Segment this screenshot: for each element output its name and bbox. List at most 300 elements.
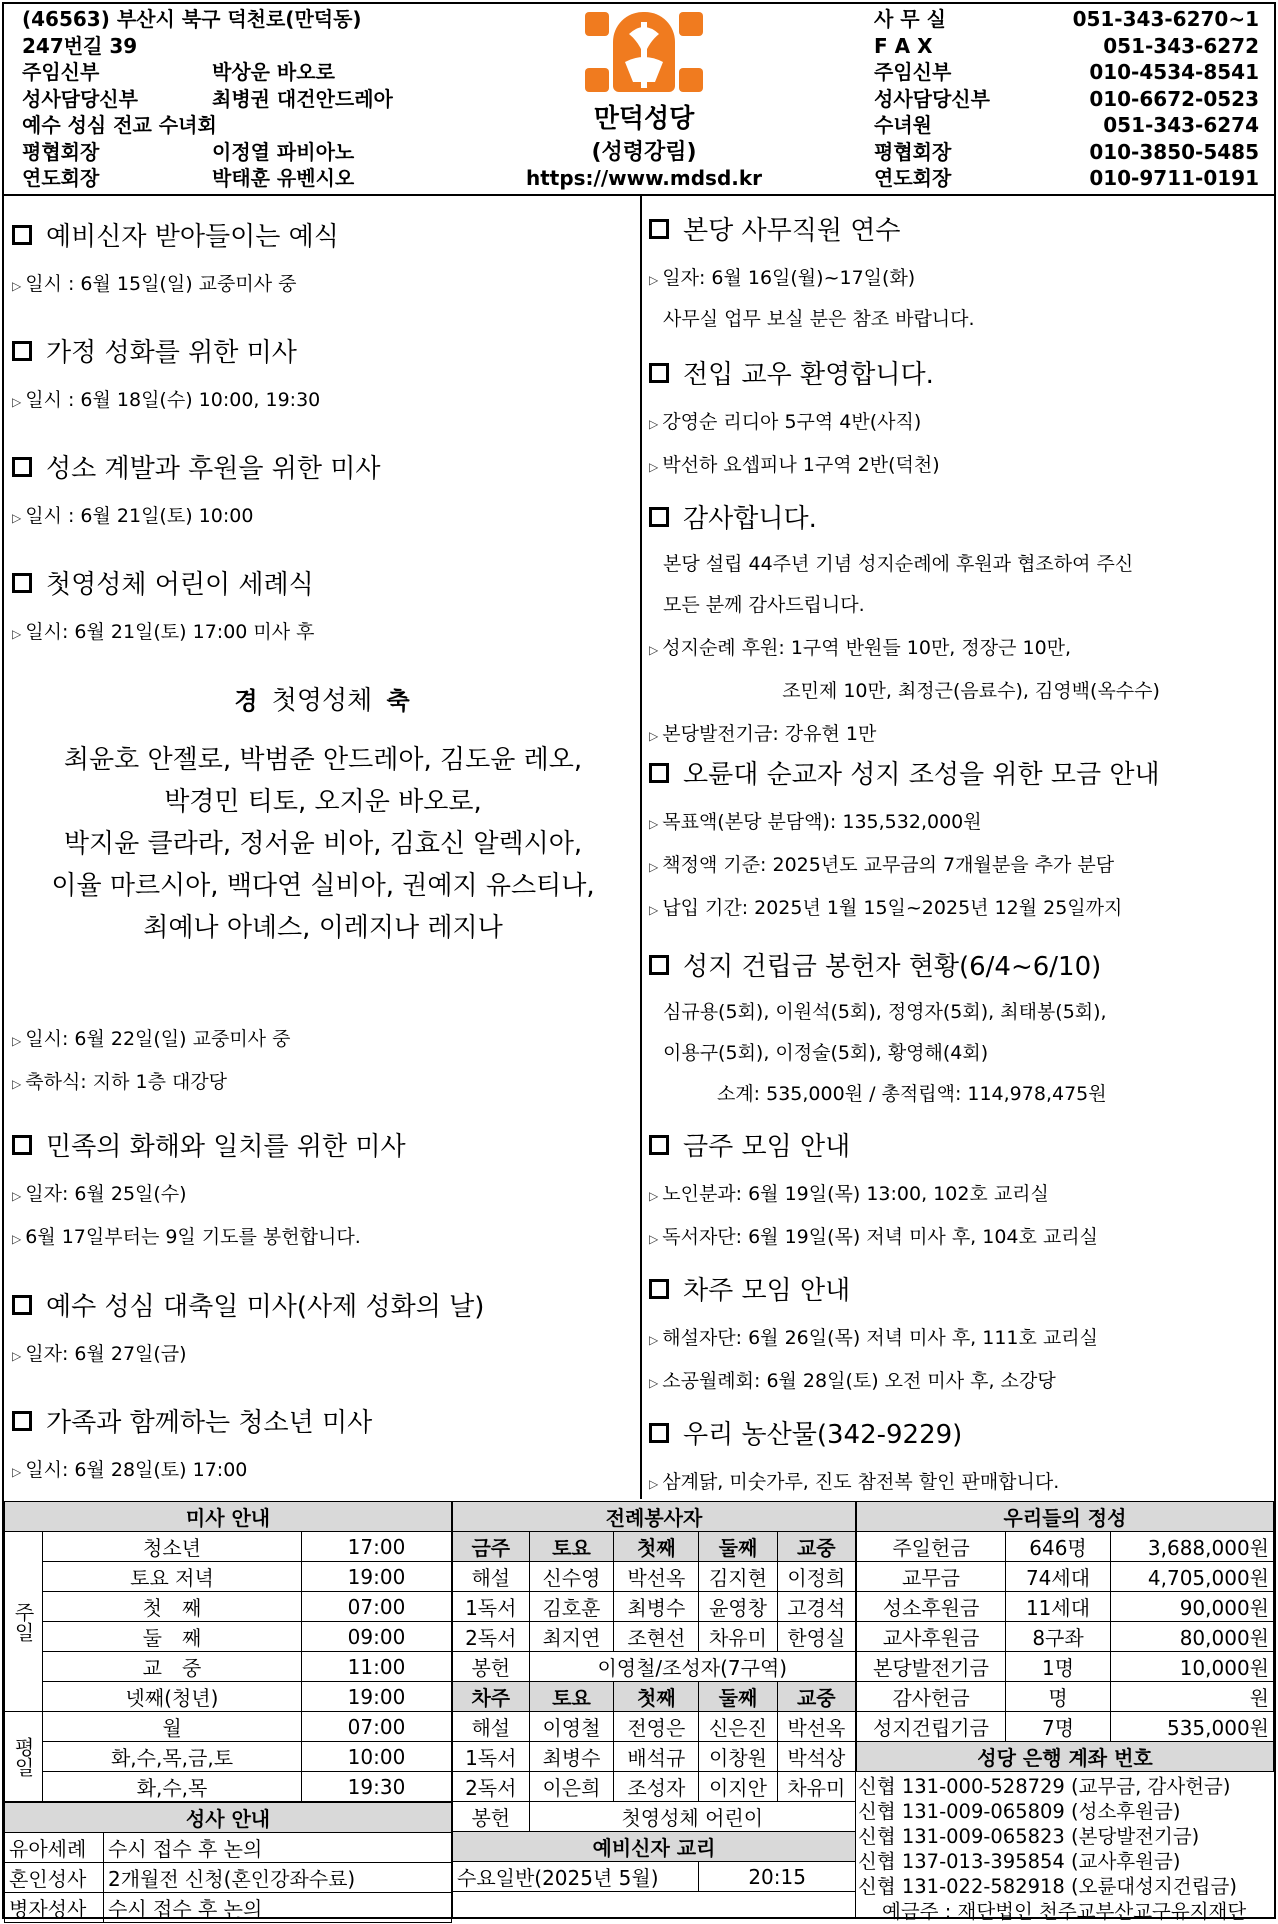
catechumen-class-cell: 수요일반(2025년 5월) <box>453 1862 699 1892</box>
table-row <box>5 1502 452 1532</box>
triangle-bullet-icon: ▷ <box>649 1333 659 1347</box>
header-left-key: 247번길 39 <box>22 33 138 58</box>
liturgy-cell: 해설 <box>453 1562 530 1592</box>
contact-number: 010-4534-8541 <box>1089 60 1259 84</box>
liturgy-cell: 조성자 <box>614 1772 699 1802</box>
header-left-value: 박태훈 유벤시오 <box>212 166 355 190</box>
section-line <box>649 549 1160 576</box>
table-row <box>5 1742 452 1772</box>
checkbox-bullet-icon <box>12 457 32 477</box>
liturgy-cell: 박선옥 <box>777 1712 855 1742</box>
offering-count-cell: 1명 <box>1006 1652 1111 1682</box>
checkbox-bullet-icon <box>649 763 669 783</box>
liturgy-cell: 이창원 <box>699 1742 777 1772</box>
section-line <box>12 501 380 528</box>
liturgy-cell: 첫영성체 어린이 <box>529 1802 855 1832</box>
section-title <box>12 564 315 601</box>
offering-count-cell: 8구좌 <box>1006 1622 1111 1652</box>
mass-name-cell: 교 중 <box>43 1652 302 1682</box>
notice-section <box>12 216 339 296</box>
checkbox-bullet-icon <box>649 363 669 383</box>
section-line <box>649 304 975 331</box>
header-left-key: 예수 성심 전교 수녀회 <box>22 113 217 137</box>
mass-time-cell: 19:00 <box>302 1562 452 1592</box>
section-line <box>649 407 940 434</box>
section-line <box>649 807 1160 834</box>
notice-section <box>649 1414 1059 1494</box>
offering-type-cell: 주일헌금 <box>857 1532 1006 1562</box>
bank-accounts-title: 성당 은행 계좌 번호 <box>857 1742 1274 1772</box>
section-line-text: 일자: 6월 16일(월)~17일(화) <box>662 267 916 289</box>
table-row <box>5 1893 452 1923</box>
section-line <box>12 617 315 644</box>
section-line <box>649 1323 1098 1350</box>
triangle-bullet-icon: ▷ <box>649 729 659 743</box>
section-line <box>12 1222 406 1249</box>
triangle-bullet-icon: ▷ <box>649 1477 659 1491</box>
header-left-row <box>22 86 393 113</box>
liturgy-cell: 교중 <box>777 1532 855 1562</box>
header-contact-row <box>874 33 1259 60</box>
offering-count-cell: 646명 <box>1006 1532 1111 1562</box>
checkbox-bullet-icon <box>649 1423 669 1443</box>
section-title-text: 가족과 함께하는 청소년 미사 <box>46 1408 373 1438</box>
liturgy-cell: 최병수 <box>529 1742 614 1772</box>
section-line <box>12 1455 372 1482</box>
section-line-text: 목표액(본당 분담액): 135,532,000원 <box>662 811 982 833</box>
triangle-bullet-icon: ▷ <box>649 903 659 917</box>
section-title-text: 예수 성심 대축일 미사(사제 성화의 날) <box>46 1292 485 1322</box>
section-title-text: 본당 사무직원 연수 <box>683 216 901 246</box>
triangle-bullet-icon: ▷ <box>12 1232 22 1246</box>
liturgy-cell: 최지연 <box>529 1622 614 1652</box>
bank-account-line: 신협 131-000-528729 (교무금, 감사헌금) <box>858 1775 1231 1798</box>
contact-label: 수녀원 <box>874 113 932 137</box>
header-contact-row <box>874 112 1259 139</box>
header-left-row <box>22 112 393 139</box>
liturgy-cell: 2독서 <box>453 1772 530 1802</box>
notice-section <box>12 1402 372 1482</box>
section-title <box>12 1286 484 1323</box>
liturgy-cell: 고경석 <box>777 1592 855 1622</box>
section-line <box>649 1222 1098 1249</box>
checkbox-bullet-icon <box>12 341 32 361</box>
table-row <box>453 1892 856 1919</box>
table-row <box>453 1682 856 1712</box>
contact-number: 051-343-6272 <box>1103 33 1259 58</box>
offering-type-cell: 본당발전기금 <box>857 1652 1006 1682</box>
notice-section <box>649 754 1160 920</box>
catechumen-empty-cell <box>453 1892 856 1919</box>
liturgy-cell: 차유미 <box>699 1622 777 1652</box>
column-divider <box>640 196 642 1499</box>
section-line-text: 일자: 6월 27일(금) <box>25 1343 187 1365</box>
table-row <box>857 1592 1274 1622</box>
table-row <box>453 1742 856 1772</box>
church-url[interactable]: https://www.mdsd.kr <box>525 166 763 190</box>
section-title <box>649 498 1160 535</box>
section-line-text: 일시: 6월 22일(일) 교중미사 중 <box>25 1028 291 1050</box>
mass-table-title: 미사 안내 <box>5 1502 452 1532</box>
table-row <box>5 1532 452 1562</box>
section-line-text: 강영순 리디아 5구역 4반(사직) <box>662 411 922 433</box>
section-line <box>12 1179 406 1206</box>
section-line-text: 모든 분께 감사드립니다. <box>663 594 865 616</box>
section-title-text: 오륜대 순교자 성지 조성을 위한 모금 안내 <box>683 760 1160 790</box>
mass-schedule-table <box>4 1501 452 1802</box>
header-left-key: (46563) 부산시 북구 덕천로(만덕동) <box>22 7 362 31</box>
section-title-text: 전입 교우 환영합니다. <box>683 360 934 390</box>
mass-name-cell: 넷째(청년) <box>43 1682 302 1712</box>
sacraments-table-title: 성사 안내 <box>5 1803 452 1833</box>
triangle-bullet-icon: ▷ <box>649 817 659 831</box>
table-row <box>857 1622 1274 1652</box>
section-title <box>12 1126 406 1163</box>
contact-label: F A X <box>874 33 933 58</box>
liturgy-cell: 2독서 <box>453 1622 530 1652</box>
section-title <box>649 1126 1098 1163</box>
triangle-bullet-icon: ▷ <box>649 643 659 657</box>
mass-name-cell: 월 <box>43 1712 302 1742</box>
section-line <box>12 385 320 412</box>
triangle-bullet-icon: ▷ <box>12 511 22 525</box>
notice-section <box>649 946 1107 1106</box>
table-row <box>5 1803 452 1833</box>
bank-account-line: 신협 137-013-395854 (교사후원금) <box>858 1850 1181 1873</box>
mass-name-cell: 첫 째 <box>43 1592 302 1622</box>
section-line-text: 성지순례 후원: 1구역 반원들 10만, 정장근 10만, <box>662 637 1072 659</box>
section-line-text: 노인분과: 6월 19일(목) 13:00, 102호 교리실 <box>662 1183 1049 1205</box>
sacrament-note-cell: 2개월전 신청(혼인강좌수료) <box>104 1863 452 1893</box>
notice-section <box>12 332 320 412</box>
offering-amount-cell: 3,688,000원 <box>1111 1532 1274 1562</box>
contact-label: 사 무 실 <box>874 7 946 31</box>
communicant-name-line: 최윤호 안젤로, 박범준 안드레아, 김도윤 레오, <box>63 745 583 775</box>
table-row <box>453 1532 856 1562</box>
header-left-key: 평협회장 <box>22 139 100 164</box>
header-contact-row <box>874 165 1259 192</box>
offering-count-cell: 11세대 <box>1006 1592 1111 1622</box>
section-title <box>12 216 339 253</box>
table-row <box>453 1712 856 1742</box>
sacrament-note-cell: 수시 접수 후 논의 <box>104 1893 452 1923</box>
offering-count-cell: 74세대 <box>1006 1562 1111 1592</box>
bank-accounts <box>858 1774 1246 1924</box>
section-line <box>649 633 1160 660</box>
section-title-text: 가정 성화를 위한 미사 <box>46 338 297 368</box>
section-title <box>12 332 320 369</box>
communicant-name-line: 이율 마르시아, 백다연 실비아, 권예지 유스티나, <box>51 871 595 901</box>
section-line <box>12 1024 290 1051</box>
liturgy-cell: 김지현 <box>699 1562 777 1592</box>
liturgy-cell: 금주 <box>453 1532 530 1562</box>
section-line-text: 독서자단: 6월 19일(목) 저녁 미사 후, 104호 교리실 <box>662 1226 1098 1248</box>
liturgy-cell: 첫째 <box>614 1682 699 1712</box>
section-line-text: 삼계닭, 미숫가루, 진도 참전복 할인 판매합니다. <box>662 1471 1060 1493</box>
triangle-bullet-icon: ▷ <box>12 395 22 409</box>
section-line-text: 소계: 535,000원 / 총적립액: 114,978,475원 <box>716 1083 1107 1105</box>
liturgy-cell: 한영실 <box>777 1622 855 1652</box>
bank-account-line: 신협 131-009-065809 (성소후원금) <box>858 1800 1181 1823</box>
table-row <box>857 1562 1274 1592</box>
table-row <box>453 1562 856 1592</box>
laurel-badge-right: 축 <box>386 687 410 715</box>
mass-name-cell: 화,수,목 <box>43 1772 302 1802</box>
section-line-text: 조민제 10만, 최정근(음료수), 김영백(옥수수) <box>782 680 1160 702</box>
table-row <box>857 1652 1274 1682</box>
mass-time-cell: 10:00 <box>302 1742 452 1772</box>
header-left-info <box>22 6 393 192</box>
table-row <box>453 1772 856 1802</box>
triangle-bullet-icon: ▷ <box>649 1232 659 1246</box>
bulletin-header <box>4 4 1274 196</box>
liturgy-cell: 이정희 <box>777 1562 855 1592</box>
section-title-text: 감사합니다. <box>683 504 817 534</box>
liturgy-cell: 교중 <box>777 1682 855 1712</box>
church-logo-icon <box>585 12 703 92</box>
section-line-text: 일시: 6월 21일(토) 17:00 미사 후 <box>25 621 315 643</box>
offering-type-cell: 감사헌금 <box>857 1682 1006 1712</box>
sacraments-table <box>4 1802 452 1923</box>
liturgy-servers-table <box>452 1501 856 1919</box>
checkbox-bullet-icon <box>649 507 669 527</box>
sacrament-name-cell: 혼인성사 <box>5 1863 104 1893</box>
triangle-bullet-icon: ▷ <box>12 1349 22 1363</box>
section-line <box>649 997 1107 1024</box>
first-communion-title: 첫영성체 <box>271 686 373 716</box>
table-row <box>857 1712 1274 1742</box>
section-line <box>649 1179 1098 1206</box>
liturgy-cell: 차주 <box>453 1682 530 1712</box>
section-line <box>649 263 975 290</box>
notice-section <box>649 210 975 331</box>
sunday-label: 주일 <box>5 1532 43 1712</box>
liturgy-cell: 차유미 <box>777 1772 855 1802</box>
mass-time-cell: 07:00 <box>302 1592 452 1622</box>
table-row <box>453 1832 856 1862</box>
section-title <box>12 1402 372 1439</box>
offering-count-cell: 명 <box>1006 1682 1111 1712</box>
notice-section <box>649 498 1160 746</box>
section-line-text: 박선하 요셉피나 1구역 2반(덕천) <box>662 454 940 476</box>
checkbox-bullet-icon <box>649 1135 669 1155</box>
section-title <box>649 946 1107 983</box>
liturgy-cell: 토요 <box>529 1682 614 1712</box>
table-row <box>5 1562 452 1592</box>
checkbox-bullet-icon <box>12 1295 32 1315</box>
bank-account-line: 신협 131-022-582918 (오륜대성지건립금) <box>858 1875 1237 1898</box>
offering-amount-cell: 535,000원 <box>1111 1712 1274 1742</box>
header-left-value: 최병권 대건안드레아 <box>212 86 393 111</box>
mass-time-cell: 19:30 <box>302 1772 452 1802</box>
section-line <box>649 676 1160 703</box>
header-contact-row <box>874 139 1259 166</box>
triangle-bullet-icon: ▷ <box>12 1189 22 1203</box>
section-line <box>649 1038 1107 1065</box>
notice-section <box>12 448 380 528</box>
section-line <box>12 269 339 296</box>
mass-time-cell: 11:00 <box>302 1652 452 1682</box>
table-row <box>857 1742 1274 1772</box>
sacrament-name-cell: 병자성사 <box>5 1893 104 1923</box>
table-row <box>453 1862 856 1892</box>
offering-amount-cell: 90,000원 <box>1111 1592 1274 1622</box>
contact-number: 010-9711-0191 <box>1089 166 1259 190</box>
section-title <box>12 448 380 485</box>
liturgy-cell: 전영은 <box>614 1712 699 1742</box>
checkbox-bullet-icon <box>12 225 32 245</box>
section-line <box>649 1467 1059 1494</box>
mass-time-cell: 17:00 <box>302 1532 452 1562</box>
catechumen-title: 예비신자 교리 <box>453 1832 856 1862</box>
section-line <box>649 893 1160 920</box>
section-title <box>649 210 975 247</box>
mass-name-cell: 화,수,목,금,토 <box>43 1742 302 1772</box>
liturgy-cell: 신은진 <box>699 1712 777 1742</box>
header-left-row <box>22 139 393 166</box>
notice-section <box>12 1126 406 1249</box>
communicant-name-line: 박경민 티토, 오지운 바오로, <box>164 787 482 817</box>
table-row <box>857 1682 1274 1712</box>
table-row <box>5 1682 452 1712</box>
header-left-value: 이정열 파비아노 <box>212 139 355 164</box>
contact-number: 010-3850-5485 <box>1089 139 1259 164</box>
mass-time-cell: 07:00 <box>302 1712 452 1742</box>
weekday-label: 평일 <box>5 1712 43 1802</box>
section-line-text: 본당발전기금: 강유현 1만 <box>662 723 877 745</box>
notice-section <box>649 1270 1098 1393</box>
header-contact-row <box>874 59 1259 86</box>
notice-section <box>649 1126 1098 1249</box>
offering-type-cell: 교무금 <box>857 1562 1006 1592</box>
section-line-text: 본당 설립 44주년 기념 성지순례에 후원과 협조하여 주신 <box>663 553 1134 575</box>
table-row <box>857 1532 1274 1562</box>
liturgy-cell: 봉헌 <box>453 1652 530 1682</box>
section-title-text: 성소 계발과 후원을 위한 미사 <box>46 454 381 484</box>
section-title-text: 예비신자 받아들이는 예식 <box>46 222 339 252</box>
offering-amount-cell: 4,705,000원 <box>1111 1562 1274 1592</box>
liturgy-cell: 이지안 <box>699 1772 777 1802</box>
section-line-text: 납입 기간: 2025년 1월 15일~2025년 12월 25일까지 <box>662 897 1123 919</box>
section-line-text: 이용구(5회), 이정술(5회), 황영해(4회) <box>663 1042 989 1064</box>
communicant-name-line: 박지윤 클라라, 정서윤 비아, 김효신 알렉시아, <box>63 829 583 859</box>
triangle-bullet-icon: ▷ <box>12 279 22 293</box>
section-title <box>649 1270 1098 1307</box>
table-row <box>857 1502 1274 1532</box>
liturgy-cell: 박석상 <box>777 1742 855 1772</box>
section-line-text: 일자: 6월 25일(수) <box>25 1183 187 1205</box>
table-row <box>5 1622 452 1652</box>
contact-number: 051-343-6274 <box>1103 113 1259 137</box>
section-line-text: 일시: 6월 28일(토) 17:00 <box>25 1459 248 1481</box>
bank-account-line: 예금주 : 재단법인 천주교부산교구유지재단 <box>882 1900 1247 1923</box>
liturgy-cell: 신수영 <box>529 1562 614 1592</box>
liturgy-cell: 해설 <box>453 1712 530 1742</box>
section-title <box>649 354 940 391</box>
header-left-key: 주임신부 <box>22 60 100 84</box>
section-title-text: 성지 건립금 봉헌자 현황(6/4~6/10) <box>683 952 1102 982</box>
offerings-table-title: 우리들의 정성 <box>857 1502 1274 1532</box>
notice-section <box>649 354 940 477</box>
offerings-table <box>856 1501 1274 1772</box>
section-line-text: 6월 17일부터는 9일 기도를 봉헌합니다. <box>25 1226 361 1248</box>
section-title-text: 첫영성체 어린이 세례식 <box>46 570 314 600</box>
checkbox-bullet-icon <box>649 955 669 975</box>
table-row <box>453 1652 856 1682</box>
bulletin-page <box>2 2 1276 1923</box>
liturgy-cell: 박선옥 <box>614 1562 699 1592</box>
liturgy-table-title: 전례봉사자 <box>453 1502 856 1532</box>
header-contact-info <box>874 6 1259 192</box>
contact-number: 051-343-6270~1 <box>1072 7 1259 31</box>
section-line <box>649 850 1160 877</box>
liturgy-cell: 조현선 <box>614 1622 699 1652</box>
section-line <box>12 1339 484 1366</box>
table-row <box>5 1833 452 1863</box>
liturgy-cell: 이영철/조성자(7구역) <box>529 1652 855 1682</box>
liturgy-cell: 최병수 <box>614 1592 699 1622</box>
laurel-badge-left: 경 <box>234 687 258 715</box>
section-line <box>12 1067 290 1094</box>
triangle-bullet-icon: ▷ <box>649 860 659 874</box>
liturgy-cell: 1독서 <box>453 1592 530 1622</box>
section-line-text: 일시 : 6월 18일(수) 10:00, 19:30 <box>25 389 321 411</box>
triangle-bullet-icon: ▷ <box>12 627 22 641</box>
triangle-bullet-icon: ▷ <box>12 1465 22 1479</box>
liturgy-cell: 첫째 <box>614 1532 699 1562</box>
church-subtitle: (성령강림) <box>591 140 697 165</box>
mass-name-cell: 둘 째 <box>43 1622 302 1652</box>
offering-type-cell: 성지건립기금 <box>857 1712 1006 1742</box>
offering-amount-cell: 원 <box>1111 1682 1274 1712</box>
section-title <box>649 754 1160 791</box>
header-left-row <box>22 33 393 60</box>
contact-label: 성사담당신부 <box>874 86 990 111</box>
table-row <box>453 1802 856 1832</box>
section-line <box>649 1366 1098 1393</box>
mass-name-cell: 토요 저녁 <box>43 1562 302 1592</box>
table-row <box>5 1863 452 1893</box>
triangle-bullet-icon: ▷ <box>12 1077 22 1091</box>
section-line <box>649 590 1160 617</box>
header-logo-block <box>524 12 764 190</box>
header-contact-row <box>874 6 1259 33</box>
triangle-bullet-icon: ▷ <box>649 417 659 431</box>
checkbox-bullet-icon <box>12 573 32 593</box>
table-row <box>453 1622 856 1652</box>
liturgy-cell: 둘째 <box>699 1682 777 1712</box>
table-row <box>5 1592 452 1622</box>
section-line <box>649 450 940 477</box>
header-left-row <box>22 59 393 86</box>
section-line-text: 사무실 업무 보실 분은 참조 바랍니다. <box>663 308 975 330</box>
triangle-bullet-icon: ▷ <box>649 460 659 474</box>
checkbox-bullet-icon <box>12 1411 32 1431</box>
section-line-text: 책정액 기준: 2025년도 교무금의 7개월분을 추가 분담 <box>662 854 1115 876</box>
catechumen-time-cell: 20:15 <box>699 1862 856 1892</box>
section-title-text: 차주 모임 안내 <box>683 1276 851 1306</box>
header-left-row <box>22 6 393 33</box>
liturgy-cell: 토요 <box>529 1532 614 1562</box>
checkbox-bullet-icon <box>649 1279 669 1299</box>
offering-type-cell: 교사후원금 <box>857 1622 1006 1652</box>
table-row <box>5 1712 452 1742</box>
offering-amount-cell: 10,000원 <box>1111 1652 1274 1682</box>
sacrament-name-cell: 유아세례 <box>5 1833 104 1863</box>
section-line-text: 축하식: 지하 1층 대강당 <box>25 1071 228 1093</box>
section-line-text: 소공월례회: 6월 28일(토) 오전 미사 후, 소강당 <box>662 1370 1056 1392</box>
sacrament-note-cell: 수시 접수 후 논의 <box>104 1833 452 1863</box>
